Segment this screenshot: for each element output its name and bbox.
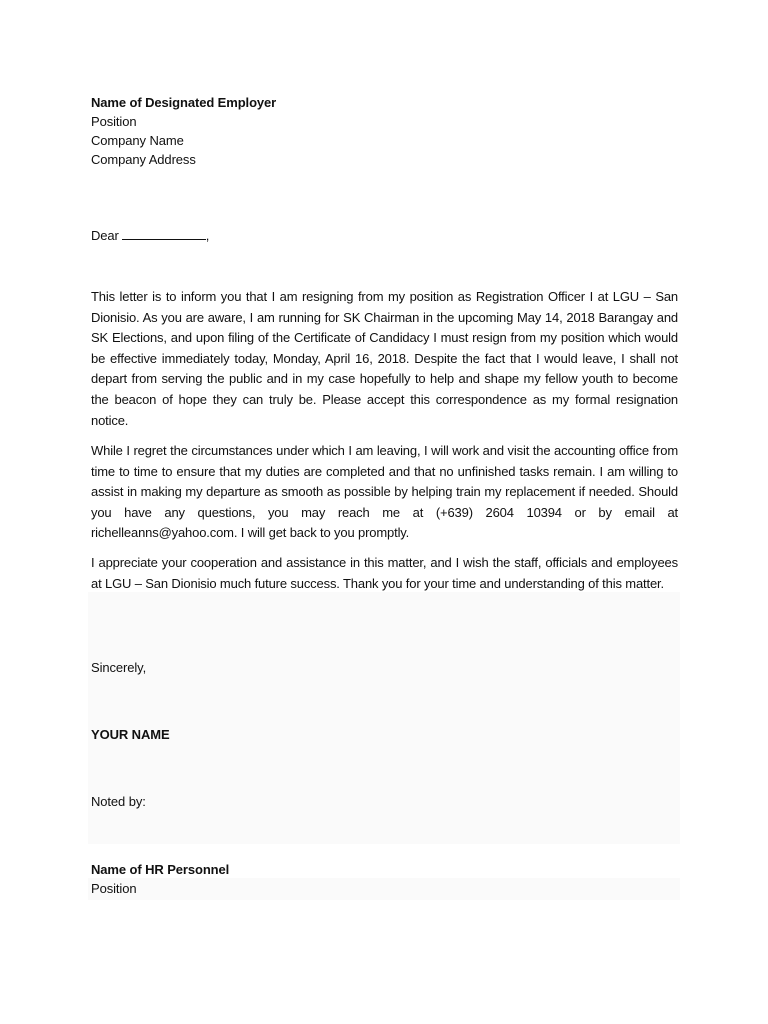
sign-off: Sincerely, (91, 660, 147, 675)
hr-position: Position (91, 881, 137, 896)
recipient-company-name: Company Name (91, 133, 184, 148)
recipient-position: Position (91, 114, 137, 129)
noted-by-label: Noted by: (91, 794, 146, 809)
body-paragraph-2: While I regret the circumstances under which I am leaving, I will work and visit the accounting office from time to time to ensure that my duties are completed and that no unfinished tasks remain. I am willing to assist in making my departure as smooth as possible by helping train my replacement if needed. Should you have any questions, you may reach me at (+639) 2604 10394 or by email at richelleanns@yahoo.com. I will get back to you promptly. (91, 443, 678, 541)
shaded-region (88, 592, 680, 844)
shaded-region (88, 878, 680, 900)
salutation-word: Dear (91, 228, 119, 243)
recipient-company-address: Company Address (91, 152, 196, 167)
recipient-name: Name of Designated Employer (91, 95, 277, 110)
salutation (91, 226, 209, 245)
salutation-blank (122, 226, 206, 240)
body-paragraph-1: This letter is to inform you that I am resigning from my position as Registration Officer I at LGU – San Dionisio. As you are aware, I am running for SK Chairman in the upcoming May 14, 2018 Barangay and SK Elections, and upon filing of the Certificate of Candidacy I must resign from my position which would be effective immediately today, Monday, April 16, 2018. Despite the fact that I would leave, I shall not depart from serving the public and in my case hopefully to help and shape my fellow youth to become the beacon of hope they can truly be. Please accept this correspondence as my formal resignation notice. (91, 289, 678, 428)
hr-name: Name of HR Personnel (91, 862, 230, 877)
salutation-suffix: , (205, 228, 210, 243)
signer-name: YOUR NAME (91, 727, 170, 742)
body-paragraph-3: I appreciate your cooperation and assistance in this matter, and I wish the staff, officials and employees at LGU – San Dionisio much future success. Thank you for your time and understanding of this matter. (91, 555, 678, 591)
